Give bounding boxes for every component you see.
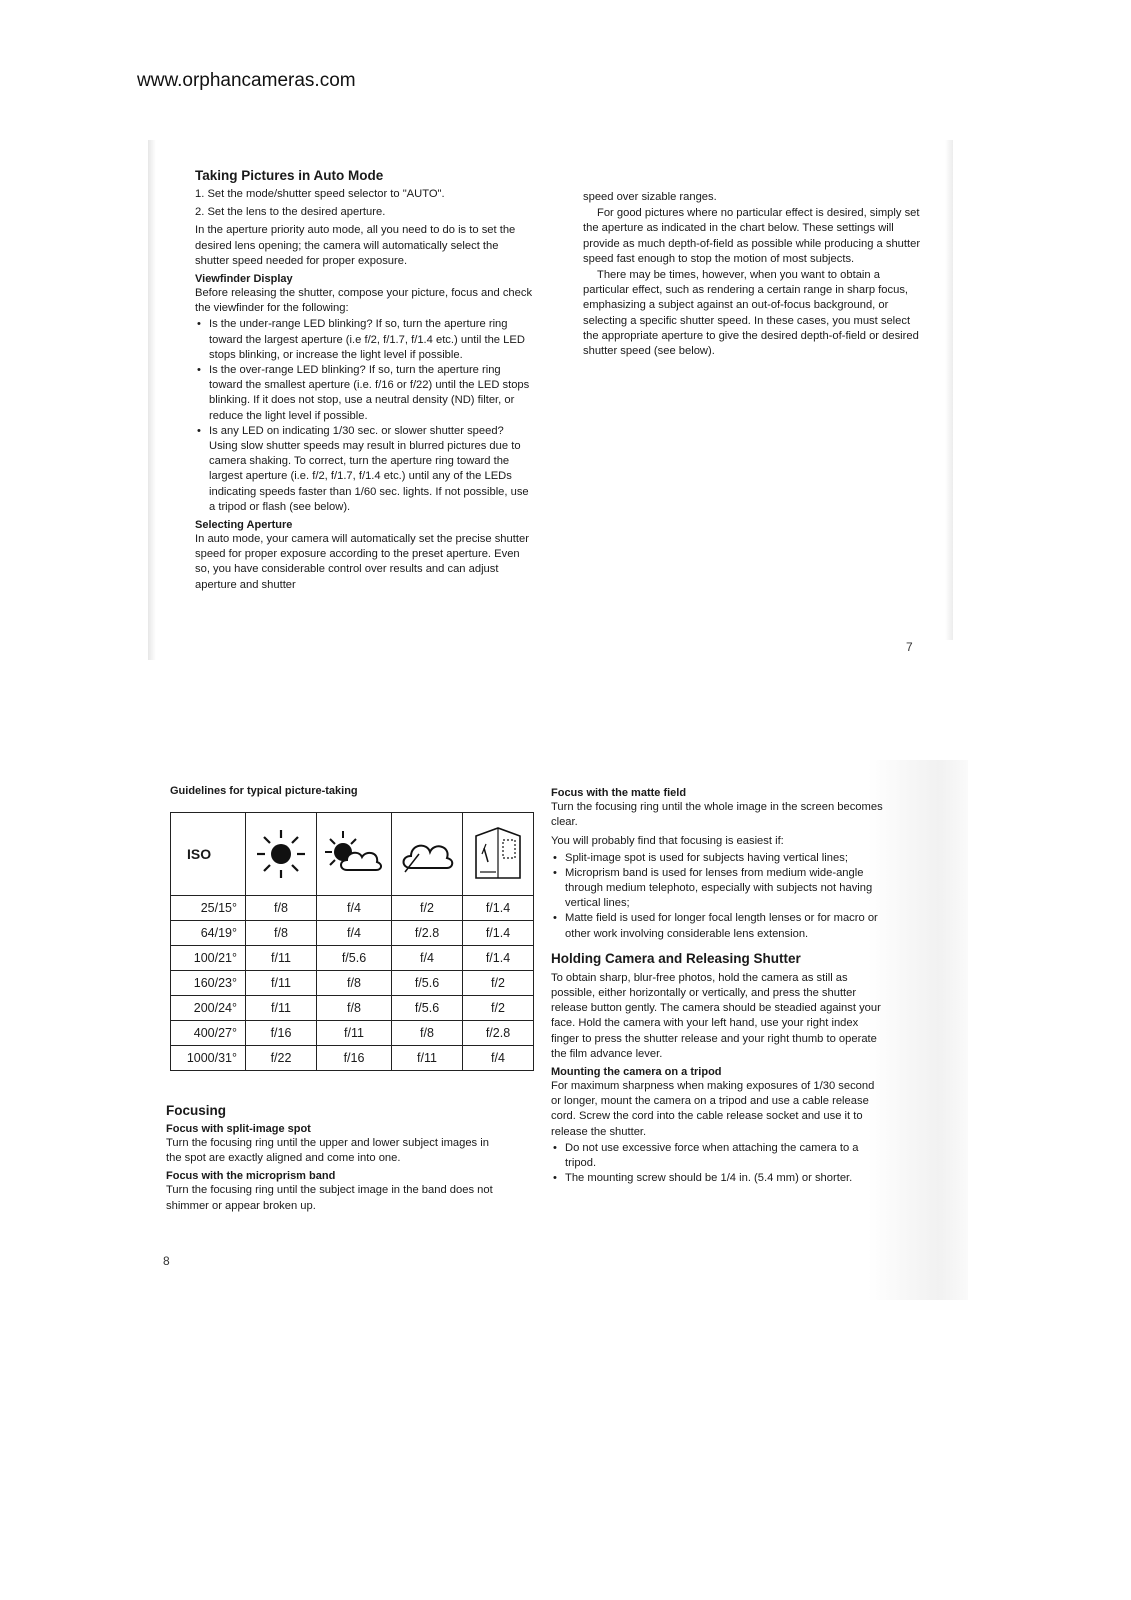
aperture-cell: f/11 (246, 996, 317, 1021)
section-title: Focusing (166, 1103, 226, 1118)
aperture-cell: f/11 (392, 1046, 463, 1071)
paragraph: You will probably find that focusing is easiest if: (551, 835, 784, 848)
aperture-cell: f/4 (317, 896, 392, 921)
step: 1. Set the mode/shutter speed selector to "AUTO". (195, 188, 445, 200)
bullet-list (195, 317, 535, 515)
scan-shadow (148, 140, 156, 660)
aperture-cell: f/4 (392, 946, 463, 971)
subheading: Focus with the microprism band (166, 1170, 336, 1183)
scan-shadow (945, 140, 953, 640)
site-url: www.orphancameras.com (137, 70, 356, 91)
iso-cell: 25/15° (171, 896, 246, 921)
section-title: Holding Camera and Releasing Shutter (551, 950, 801, 966)
aperture-cell: f/11 (317, 1021, 392, 1046)
list-item: • Split-image spot is used for subjects having vertical lines; (551, 851, 886, 866)
aperture-cell: f/2.8 (392, 921, 463, 946)
table-row (171, 996, 534, 1021)
iso-cell: 200/24° (171, 996, 246, 1021)
paragraph: For good pictures where no particular effect is desired, simply set the aperture as indicated in the chart below. These settings will provide as much depth-of-field as possible while producing a shutter speed fast enough to stop the motion of most subjects. (583, 207, 921, 265)
list-item: • Matte field is used for longer focal length lenses or for macro or other work involving considerable lens extension. (551, 911, 886, 941)
step: 2. Set the lens to the desired aperture. (195, 206, 386, 219)
aperture-cell: f/2 (392, 896, 463, 921)
aperture-cell: f/8 (246, 921, 317, 946)
aperture-cell: f/8 (246, 896, 317, 921)
subheading: Focus with split-image spot (166, 1123, 311, 1135)
list-item: • Is the under-range LED blinking? If so, turn the aperture ring toward the largest aperture (i.e f/2, f/1.7, f/1.4 etc.) until the LED stops blinking, or increase the light level if possible. (195, 317, 535, 363)
cloudy-icon (392, 813, 463, 896)
iso-cell: 100/21° (171, 946, 246, 971)
aperture-cell: f/5.6 (392, 996, 463, 1021)
page-number: 7 (906, 640, 913, 654)
aperture-cell: f/8 (317, 971, 392, 996)
focusing-section (166, 1102, 506, 1215)
page7-right-column (583, 190, 923, 360)
table-row (171, 1046, 534, 1071)
table-row (171, 946, 534, 971)
page8-right-column (551, 786, 886, 1186)
paragraph: In the aperture priority auto mode, all you need to do is to set the desired lens opening; the camera will automatically select the shutter speed needed for proper exposure. (195, 224, 516, 267)
list-item: • Microprism band is used for lenses from medium wide-angle through medium telephoto, especially with subjects not having vertical lines; (551, 866, 886, 912)
table-row (171, 971, 534, 996)
exposure-guide-table (170, 812, 534, 1071)
paragraph: Turn the focusing ring until the subject image in the band does not shimmer or appear broken up. (166, 1184, 493, 1212)
table-row (171, 921, 534, 946)
subheading: Focus with the matte field (551, 787, 687, 799)
aperture-cell: f/8 (317, 996, 392, 1021)
subheading: Viewfinder Display (195, 273, 293, 286)
iso-cell: 64/19° (171, 921, 246, 946)
paragraph: To obtain sharp, blur-free photos, hold the camera as still as possible, either horizontally or vertically, and press the shutter release button gently. The camera should be steadied against your face. Hold the camera with your left hand, use your right index finger to press the shutter release and your right thumb to operate the film advance lever. (551, 971, 881, 1060)
aperture-cell: f/1.4 (463, 896, 534, 921)
aperture-cell: f/16 (317, 1046, 392, 1071)
paragraph: speed over sizable ranges. (583, 191, 717, 203)
table-row (171, 1021, 534, 1046)
page-number: 8 (163, 1254, 170, 1268)
table-row (171, 813, 534, 896)
paragraph: In auto mode, your camera will automatically set the precise shutter speed for proper exposure according to the preset aperture. Even so, you have considerable control over results and can adjust aperture and shutter (195, 533, 529, 591)
bright-sun-icon (246, 813, 317, 896)
iso-cell: 1000/31° (171, 1046, 246, 1071)
list-item: • Is the over-range LED blinking? If so, turn the aperture ring toward the smallest aperture (i.e. f/16 or f/22) until the LED stops blinking. If it does not stop, use a neutral density (ND) filter, or reduce the light level if possible. (195, 363, 535, 424)
list-item: • Do not use excessive force when attaching the camera to a tripod. (551, 1141, 886, 1171)
aperture-cell: f/2 (463, 971, 534, 996)
bullet-list (551, 851, 886, 942)
bullet-list (551, 1141, 886, 1187)
paragraph: Before releasing the shutter, compose your picture, focus and check the viewfinder for the following: (195, 287, 533, 315)
aperture-cell: f/5.6 (317, 946, 392, 971)
aperture-cell: f/4 (463, 1046, 534, 1071)
paragraph: There may be times, however, when you want to obtain a particular effect, such as rendering a certain range in sharp focus, emphasizing a subject against an out-of-focus background, or selecting a specific shutter speed. In these cases, you must select the appropriate aperture to give the desired depth-of-field or desired shutter speed (see below). (583, 269, 919, 358)
aperture-cell: f/1.4 (463, 921, 534, 946)
page7-left-column (195, 167, 535, 594)
aperture-cell: f/2 (463, 996, 534, 1021)
paragraph: Turn the focusing ring until the upper and lower subject images in the spot are exactly aligned and come into one. (166, 1137, 489, 1165)
table-caption: Guidelines for typical picture-taking (170, 785, 358, 797)
paragraph: For maximum sharpness when making exposures of 1/30 second or longer, mount the camera on a tripod and use a cable release cord. Screw the cord into the cable release socket and use it to release the shutter. (551, 1080, 875, 1138)
aperture-cell: f/11 (246, 946, 317, 971)
iso-cell: 400/27° (171, 1021, 246, 1046)
indoor-shade-icon (463, 813, 534, 896)
hazy-sun-icon (317, 813, 392, 896)
aperture-cell: f/8 (392, 1021, 463, 1046)
table-row (171, 896, 534, 921)
table-header-iso: ISO (171, 813, 246, 896)
list-item: • The mounting screw should be 1/4 in. (5.4 mm) or shorter. (551, 1171, 886, 1186)
aperture-cell: f/16 (246, 1021, 317, 1046)
section-title: Taking Pictures in Auto Mode (195, 168, 384, 183)
iso-cell: 160/23° (171, 971, 246, 996)
aperture-cell: f/22 (246, 1046, 317, 1071)
aperture-cell: f/5.6 (392, 971, 463, 996)
aperture-cell: f/2.8 (463, 1021, 534, 1046)
paragraph: Turn the focusing ring until the whole image in the screen becomes clear. (551, 801, 883, 829)
aperture-cell: f/4 (317, 921, 392, 946)
subheading: Mounting the camera on a tripod (551, 1066, 722, 1079)
aperture-cell: f/1.4 (463, 946, 534, 971)
aperture-cell: f/11 (246, 971, 317, 996)
list-item: • Is any LED on indicating 1/30 sec. or slower shutter speed? Using slow shutter speeds may result in blurred pictures due to camera shaking. To correct, turn the aperture ring toward the largest aperture (i.e. f/2, f/1.7, f/1.4 etc.) until any of the LEDs indicating speeds faster than 1/60 sec. lights. If not possible, use a tripod or flash (see below). (195, 424, 535, 515)
subheading: Selecting Aperture (195, 519, 293, 532)
